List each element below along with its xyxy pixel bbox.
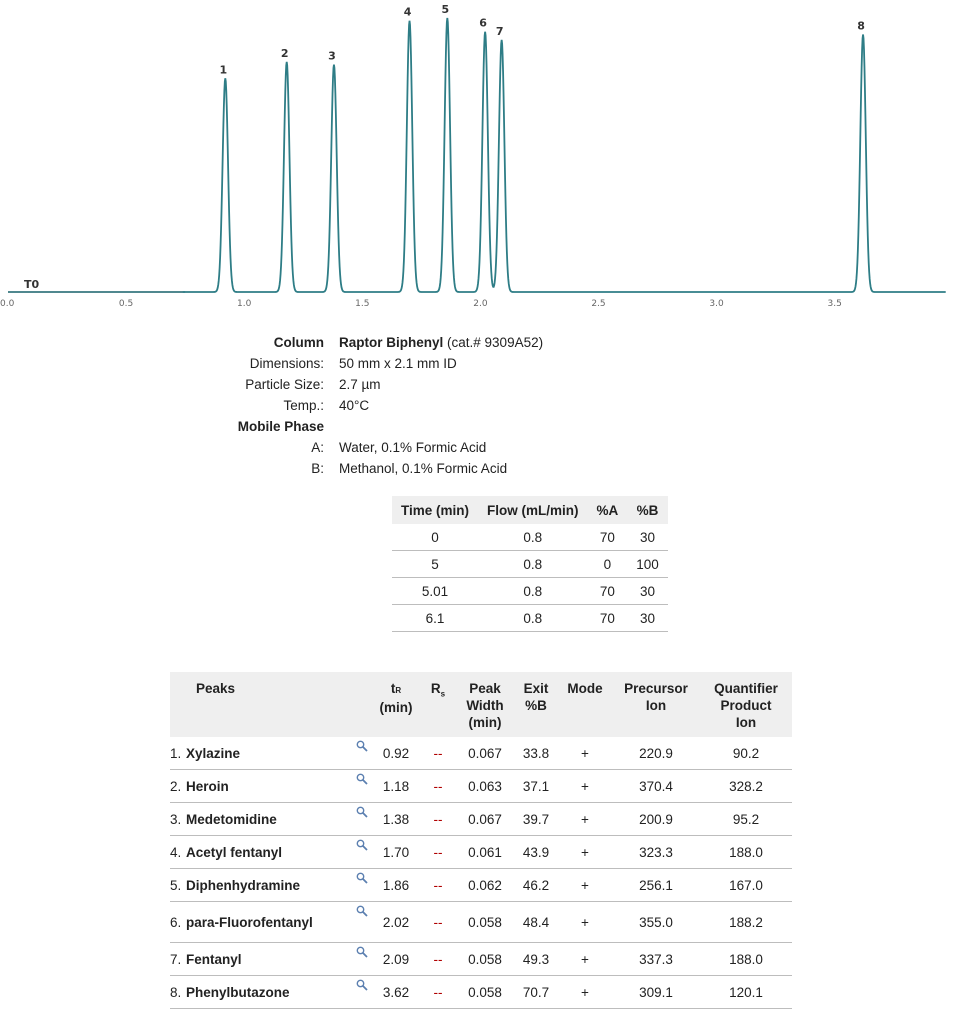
peak-name-cell [170, 770, 372, 803]
gradient-cell: 5.01 [392, 578, 478, 605]
tr-header-label: tR [390, 681, 402, 696]
peak-width: 0.067 [456, 803, 514, 836]
product-ion: 90.2 [700, 737, 792, 770]
gradient-row [392, 524, 668, 551]
peak-row [170, 803, 792, 836]
gradient-header-a: %A [588, 496, 628, 524]
retention-time: 3.62 [372, 976, 420, 1009]
temp-key: Temp.: [283, 398, 324, 413]
gradient-cell: 30 [627, 605, 668, 632]
peak-label: 3 [328, 49, 336, 63]
t0-marker-label: T0 [24, 278, 40, 291]
peaks-header-rs: $R_s$ [420, 672, 456, 737]
gradient-header-time: Time (min) [392, 496, 478, 524]
peaks-header-width [456, 672, 514, 737]
exit-percent-b: 70.7 [514, 976, 558, 1009]
peak-row [170, 836, 792, 869]
gradient-header-flow: Flow (mL/min) [478, 496, 588, 524]
product-ion: 167.0 [700, 869, 792, 902]
x-tick-label: 2.5 [591, 299, 606, 309]
gradient-cell: 30 [627, 578, 668, 605]
exit-percent-b: 37.1 [514, 770, 558, 803]
peak-width: 0.061 [456, 836, 514, 869]
method-conditions [0, 332, 954, 479]
precursor-ion: 309.1 [612, 976, 700, 1009]
quantifier-header-2: Product [720, 698, 772, 713]
exit-percent-b: 46.2 [514, 869, 558, 902]
gradient-cell: 0.8 [478, 524, 588, 551]
peak-name-cell [170, 737, 372, 770]
mobile-a-value: Water, 0.1% Formic Acid [339, 440, 487, 455]
gradient-cell: 70 [588, 578, 628, 605]
mobile-b-row [0, 458, 954, 479]
magnifier-icon[interactable] [356, 979, 368, 994]
mobile-b-value: Methanol, 0.1% Formic Acid [339, 461, 508, 476]
retention-time: 1.18 [372, 770, 420, 803]
width-header-3: (min) [468, 715, 502, 730]
dimensions-row [0, 353, 954, 374]
precursor-header-2: Ion [645, 698, 667, 713]
magnifier-icon[interactable] [356, 740, 368, 755]
magnifier-icon[interactable] [356, 872, 368, 887]
peak-row [170, 902, 792, 943]
gradient-cell: 0 [588, 551, 628, 578]
gradient-header-b: %B [627, 496, 668, 524]
peaks-header-exit [514, 672, 558, 737]
resolution: -- [420, 737, 456, 770]
precursor-ion: 256.1 [612, 869, 700, 902]
gradient-cell: 0.8 [478, 605, 588, 632]
precursor-header-1: Precursor [624, 681, 688, 696]
peak-label: 7 [495, 24, 504, 38]
gradient-cell: 70 [588, 524, 628, 551]
precursor-ion: 355.0 [612, 902, 700, 943]
resolution: -- [420, 902, 456, 943]
peak-label: 2 [280, 46, 289, 60]
peak-number: 7. [170, 951, 182, 967]
compound-name: Phenylbutazone [186, 984, 290, 1000]
chromatogram [0, 0, 954, 312]
gradient-table [392, 496, 668, 632]
product-ion: 95.2 [700, 803, 792, 836]
tr-header-unit: (min) [379, 700, 413, 715]
peak-label: 5 [441, 3, 450, 16]
width-header-2: Width [466, 698, 504, 713]
peak-number: 8. [170, 984, 182, 1000]
column-row [0, 332, 954, 353]
product-ion: 120.1 [700, 976, 792, 1009]
retention-time: 2.02 [372, 902, 420, 943]
particle-key: Particle Size: [245, 377, 324, 392]
dimensions-key: Dimensions: [249, 356, 324, 371]
width-header-1: Peak [469, 681, 501, 696]
ion-mode: + [558, 943, 612, 976]
x-tick-label: 3.0 [709, 299, 724, 309]
peak-label: 8 [857, 19, 865, 33]
temp-value: 40°C [339, 398, 370, 413]
peak-name-cell [170, 902, 372, 943]
ion-mode: + [558, 869, 612, 902]
magnifier-icon[interactable] [356, 905, 368, 920]
gradient-row [392, 578, 668, 605]
gradient-cell: 70 [588, 605, 628, 632]
peak-width: 0.058 [456, 976, 514, 1009]
gradient-cell: 0.8 [478, 551, 588, 578]
compound-name: Acetyl fentanyl [186, 844, 283, 860]
peak-labels [219, 3, 864, 76]
compound-name: Fentanyl [186, 951, 242, 967]
dimensions-value: 50 mm x 2.1 mm ID [339, 356, 457, 371]
x-tick-label: 0.0 [0, 299, 15, 309]
peak-row [170, 869, 792, 902]
retention-time: 1.70 [372, 836, 420, 869]
product-ion: 188.2 [700, 902, 792, 943]
resolution: -- [420, 976, 456, 1009]
exit-header-1: Exit [523, 681, 549, 696]
mobile-phase-key: Mobile Phase [237, 419, 324, 434]
mobile-phase-row [0, 416, 954, 437]
x-tick-label: 2.0 [473, 299, 488, 309]
peaks-table-body [170, 737, 792, 1009]
product-ion: 328.2 [700, 770, 792, 803]
peak-number: 3. [170, 811, 182, 827]
peak-number: 4. [170, 844, 182, 860]
column-key: Column [273, 335, 324, 350]
compound-name: Heroin [186, 778, 229, 794]
peak-width: 0.063 [456, 770, 514, 803]
peaks-table [170, 672, 792, 1009]
peak-label: 1 [219, 63, 228, 77]
precursor-ion: 200.9 [612, 803, 700, 836]
exit-percent-b: 33.8 [514, 737, 558, 770]
retention-time: 1.38 [372, 803, 420, 836]
ion-mode: + [558, 976, 612, 1009]
gradient-cell: 30 [627, 524, 668, 551]
peaks-header-row [170, 672, 792, 737]
ion-mode: + [558, 836, 612, 869]
compound-name: Medetomidine [186, 811, 277, 827]
peak-name-cell [170, 803, 372, 836]
peak-width: 0.058 [456, 943, 514, 976]
compound-name: para-Fluorofentanyl [186, 914, 313, 930]
peak-row [170, 976, 792, 1009]
compound-name: Xylazine [186, 745, 241, 761]
peak-width: 0.062 [456, 869, 514, 902]
mobile-a-key: A: [311, 440, 324, 455]
quantifier-header-3: Ion [735, 715, 757, 730]
exit-percent-b: 48.4 [514, 902, 558, 943]
peak-row [170, 737, 792, 770]
column-name: Raptor Biphenyl [339, 335, 444, 350]
peak-number: 5. [170, 877, 182, 893]
x-tick-label: 1.0 [237, 299, 252, 309]
precursor-ion: 370.4 [612, 770, 700, 803]
exit-percent-b: 43.9 [514, 836, 558, 869]
peaks-header-tr [372, 672, 420, 737]
magnifier-icon[interactable] [356, 806, 368, 821]
gradient-cell: 6.1 [392, 605, 478, 632]
exit-percent-b: 49.3 [514, 943, 558, 976]
magnifier-icon[interactable] [356, 773, 368, 788]
precursor-ion: 220.9 [612, 737, 700, 770]
x-tick-label: 3.5 [827, 299, 842, 309]
particle-value: 2.7 µm [339, 377, 381, 392]
exit-percent-b: 39.7 [514, 803, 558, 836]
peak-label: 4 [403, 5, 412, 19]
gradient-row [392, 605, 668, 632]
resolution: -- [420, 836, 456, 869]
peaks-header-mode: Mode [558, 672, 612, 737]
peak-row [170, 943, 792, 976]
precursor-ion: 323.3 [612, 836, 700, 869]
peak-name-cell [170, 943, 372, 976]
gradient-cell: 100 [627, 551, 668, 578]
gradient-header-row [392, 496, 668, 524]
column-cat: (cat.# 9309A52) [447, 335, 544, 350]
retention-time: 1.86 [372, 869, 420, 902]
peak-label: 6 [479, 16, 487, 30]
resolution: -- [420, 943, 456, 976]
exit-header-2: %B [525, 698, 547, 713]
x-tick-label: 0.5 [118, 299, 134, 309]
gradient-cell: 0.8 [478, 578, 588, 605]
x-axis-ticks [0, 299, 842, 309]
peak-number: 1. [170, 745, 182, 761]
x-tick-label: 1.5 [355, 299, 370, 309]
particle-row [0, 374, 954, 395]
mobile-a-row [0, 437, 954, 458]
precursor-ion: 337.3 [612, 943, 700, 976]
peak-width: 0.058 [456, 902, 514, 943]
ion-mode: + [558, 803, 612, 836]
peak-width: 0.067 [456, 737, 514, 770]
chromatogram-trace [183, 18, 946, 292]
magnifier-icon[interactable] [356, 839, 368, 854]
temp-row [0, 395, 954, 416]
product-ion: 188.0 [700, 943, 792, 976]
ion-mode: + [558, 902, 612, 943]
ion-mode: + [558, 770, 612, 803]
peak-name-cell [170, 976, 372, 1009]
peak-row [170, 770, 792, 803]
gradient-cell: 5 [392, 551, 478, 578]
column-value [339, 332, 543, 353]
retention-time: 2.09 [372, 943, 420, 976]
peak-name-cell [170, 836, 372, 869]
resolution: -- [420, 803, 456, 836]
gradient-row [392, 551, 668, 578]
peaks-header-quantifier [700, 672, 792, 737]
quantifier-header-1: Quantifier [714, 681, 778, 696]
peaks-header-name: Peaks [170, 672, 372, 737]
compound-name: Diphenhydramine [186, 877, 301, 893]
resolution: -- [420, 770, 456, 803]
peak-number: 2. [170, 778, 182, 794]
ion-mode: + [558, 737, 612, 770]
retention-time: 0.92 [372, 737, 420, 770]
peaks-header-precursor [612, 672, 700, 737]
resolution: -- [420, 869, 456, 902]
magnifier-icon[interactable] [356, 946, 368, 961]
peak-name-cell [170, 869, 372, 902]
peak-number: 6. [170, 914, 182, 930]
mobile-b-key: B: [311, 461, 324, 476]
gradient-cell: 0 [392, 524, 478, 551]
product-ion: 188.0 [700, 836, 792, 869]
